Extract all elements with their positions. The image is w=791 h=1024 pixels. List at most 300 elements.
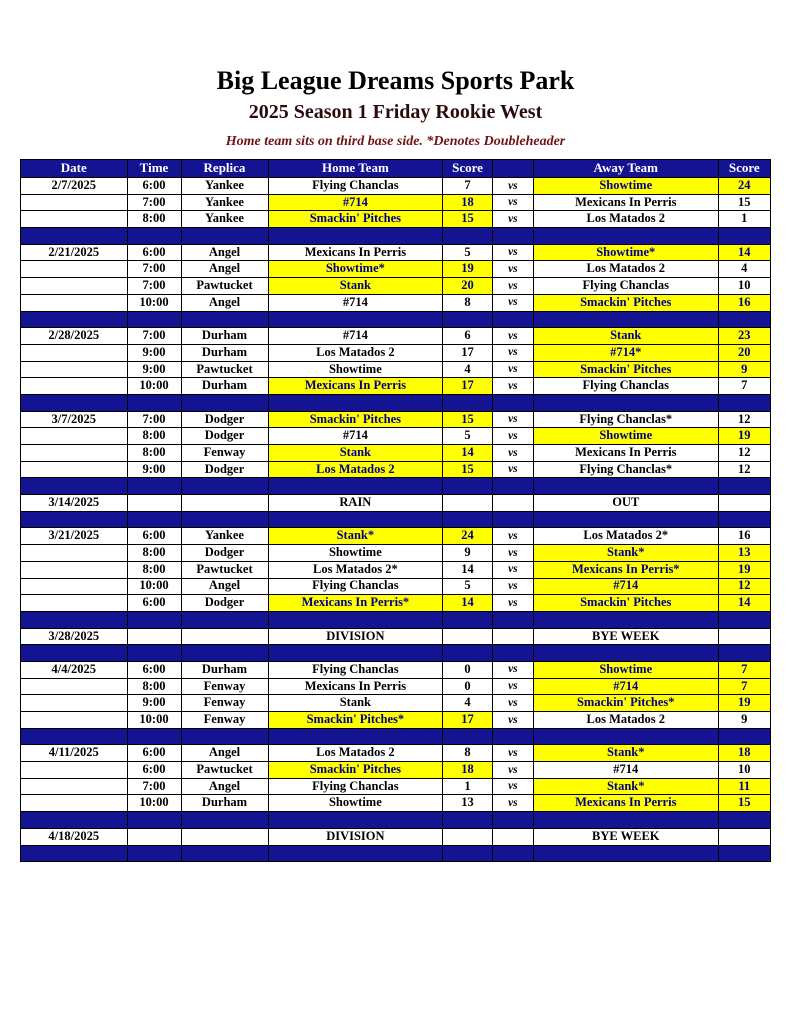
time-cell: 6:00 <box>127 528 181 545</box>
vs-cell <box>492 495 533 512</box>
separator-row <box>21 645 771 662</box>
away-team-cell: Showtime <box>534 428 719 445</box>
separator-cell <box>718 394 771 411</box>
separator-cell <box>21 812 128 829</box>
separator-row <box>21 845 771 862</box>
away-team-cell: Showtime <box>534 178 719 195</box>
away-score-cell: 1 <box>718 211 771 228</box>
away-score-cell: 11 <box>718 778 771 795</box>
game-row <box>21 578 771 595</box>
home-score-cell: 13 <box>443 795 493 812</box>
away-team-cell: Smackin' Pitches* <box>534 695 719 712</box>
away-team-cell: Flying Chanclas <box>534 278 719 295</box>
home-score-cell: 5 <box>443 428 493 445</box>
separator-cell <box>268 845 443 862</box>
game-row <box>21 378 771 395</box>
home-score-cell: 5 <box>443 578 493 595</box>
vs-cell <box>492 628 533 645</box>
home-score-cell: 4 <box>443 695 493 712</box>
date-cell: 3/28/2025 <box>21 628 128 645</box>
home-score-cell: 17 <box>443 344 493 361</box>
replica-cell: Yankee <box>181 194 268 211</box>
date-cell: 4/18/2025 <box>21 828 128 845</box>
date-cell <box>21 595 128 612</box>
separator-cell <box>534 228 719 245</box>
vs-cell: vs <box>492 678 533 695</box>
time-cell <box>127 628 181 645</box>
time-cell: 8:00 <box>127 545 181 562</box>
special-home-cell: DIVISION <box>268 628 443 645</box>
home-team-cell: Smackin' Pitches <box>268 211 443 228</box>
away-team-cell: #714 <box>534 578 719 595</box>
away-score-cell: 9 <box>718 712 771 729</box>
home-score-cell <box>443 828 493 845</box>
date-cell: 4/4/2025 <box>21 661 128 678</box>
replica-cell: Fenway <box>181 712 268 729</box>
special-row <box>21 628 771 645</box>
separator-cell <box>268 812 443 829</box>
separator-cell <box>181 611 268 628</box>
game-row <box>21 461 771 478</box>
separator-cell <box>443 394 493 411</box>
game-row <box>21 428 771 445</box>
home-score-cell: 18 <box>443 762 493 779</box>
separator-cell <box>534 311 719 328</box>
away-score-cell: 16 <box>718 528 771 545</box>
date-cell: 4/11/2025 <box>21 745 128 762</box>
separator-cell <box>127 845 181 862</box>
game-row <box>21 695 771 712</box>
vs-cell: vs <box>492 778 533 795</box>
vs-cell: vs <box>492 595 533 612</box>
away-team-cell: Showtime* <box>534 244 719 261</box>
separator-cell <box>181 311 268 328</box>
separator-cell <box>21 311 128 328</box>
away-team-cell: Flying Chanclas* <box>534 461 719 478</box>
home-team-cell: #714 <box>268 428 443 445</box>
separator-cell <box>181 511 268 528</box>
date-cell <box>21 795 128 812</box>
separator-cell <box>534 511 719 528</box>
separator-cell <box>127 812 181 829</box>
game-row <box>21 278 771 295</box>
date-cell: 3/14/2025 <box>21 495 128 512</box>
replica-cell: Dodger <box>181 411 268 428</box>
away-team-cell: Smackin' Pitches <box>534 595 719 612</box>
home-team-cell: Stank <box>268 278 443 295</box>
separator-row <box>21 311 771 328</box>
vs-cell: vs <box>492 294 533 311</box>
separator-cell <box>21 228 128 245</box>
separator-cell <box>718 611 771 628</box>
separator-cell <box>443 845 493 862</box>
replica-cell: Durham <box>181 795 268 812</box>
replica-cell: Yankee <box>181 211 268 228</box>
date-cell <box>21 294 128 311</box>
home-team-cell: Flying Chanclas <box>268 778 443 795</box>
separator-cell <box>443 611 493 628</box>
time-cell: 10:00 <box>127 712 181 729</box>
away-team-cell: #714* <box>534 344 719 361</box>
separator-cell <box>268 311 443 328</box>
away-team-cell: Stank* <box>534 745 719 762</box>
home-team-cell: Mexicans In Perris <box>268 678 443 695</box>
separator-cell <box>181 478 268 495</box>
separator-cell <box>181 812 268 829</box>
separator-cell <box>127 394 181 411</box>
home-score-cell: 14 <box>443 561 493 578</box>
home-score-cell: 24 <box>443 528 493 545</box>
replica-cell: Fenway <box>181 445 268 462</box>
vs-cell: vs <box>492 461 533 478</box>
column-header-replica: Replica <box>181 160 268 178</box>
vs-cell <box>492 828 533 845</box>
vs-cell: vs <box>492 261 533 278</box>
separator-cell <box>492 511 533 528</box>
away-score-cell: 19 <box>718 428 771 445</box>
separator-cell <box>492 645 533 662</box>
time-cell: 7:00 <box>127 778 181 795</box>
time-cell: 10:00 <box>127 378 181 395</box>
away-team-cell: #714 <box>534 762 719 779</box>
separator-cell <box>534 394 719 411</box>
game-row <box>21 411 771 428</box>
game-row <box>21 344 771 361</box>
date-cell <box>21 778 128 795</box>
away-team-cell: Mexicans In Perris <box>534 445 719 462</box>
away-score-cell: 24 <box>718 178 771 195</box>
replica-cell: Durham <box>181 344 268 361</box>
replica-cell: Dodger <box>181 461 268 478</box>
replica-cell <box>181 828 268 845</box>
column-header-vs <box>492 160 533 178</box>
separator-cell <box>443 812 493 829</box>
game-row <box>21 178 771 195</box>
schedule-table-body <box>21 178 771 862</box>
vs-cell: vs <box>492 561 533 578</box>
time-cell: 8:00 <box>127 445 181 462</box>
schedule-table-head <box>21 160 771 178</box>
separator-cell <box>492 845 533 862</box>
replica-cell <box>181 495 268 512</box>
separator-cell <box>492 394 533 411</box>
time-cell: 8:00 <box>127 678 181 695</box>
away-team-cell: Stank <box>534 328 719 345</box>
date-cell <box>21 344 128 361</box>
separator-cell <box>534 645 719 662</box>
separator-cell <box>443 645 493 662</box>
separator-row <box>21 228 771 245</box>
separator-cell <box>492 478 533 495</box>
home-team-cell: Los Matados 2 <box>268 461 443 478</box>
time-cell: 7:00 <box>127 261 181 278</box>
home-score-cell: 17 <box>443 378 493 395</box>
time-cell: 6:00 <box>127 745 181 762</box>
time-cell: 6:00 <box>127 762 181 779</box>
home-score-cell: 19 <box>443 261 493 278</box>
game-row <box>21 545 771 562</box>
game-row <box>21 762 771 779</box>
time-cell: 9:00 <box>127 695 181 712</box>
vs-cell: vs <box>492 795 533 812</box>
separator-cell <box>492 228 533 245</box>
time-cell: 7:00 <box>127 328 181 345</box>
date-cell <box>21 278 128 295</box>
home-score-cell: 5 <box>443 244 493 261</box>
replica-cell: Angel <box>181 778 268 795</box>
away-team-cell: Mexicans In Perris <box>534 194 719 211</box>
vs-cell: vs <box>492 194 533 211</box>
away-team-cell: Los Matados 2 <box>534 712 719 729</box>
home-team-cell: Los Matados 2* <box>268 561 443 578</box>
separator-cell <box>21 511 128 528</box>
home-score-cell: 0 <box>443 661 493 678</box>
replica-cell: Pawtucket <box>181 361 268 378</box>
home-team-cell: Los Matados 2 <box>268 745 443 762</box>
away-score-cell: 13 <box>718 545 771 562</box>
away-score-cell: 14 <box>718 595 771 612</box>
vs-cell: vs <box>492 528 533 545</box>
home-team-cell: Smackin' Pitches* <box>268 712 443 729</box>
game-row <box>21 261 771 278</box>
page-note: Home team sits on third base side. *Denotes Doubleheader <box>225 134 566 149</box>
away-score-cell: 15 <box>718 795 771 812</box>
time-cell: 6:00 <box>127 595 181 612</box>
vs-cell: vs <box>492 695 533 712</box>
home-team-cell: Flying Chanclas <box>268 578 443 595</box>
header-row <box>21 160 771 178</box>
separator-cell <box>534 478 719 495</box>
away-team-cell: Flying Chanclas* <box>534 411 719 428</box>
game-row <box>21 595 771 612</box>
separator-cell <box>268 645 443 662</box>
time-cell: 9:00 <box>127 361 181 378</box>
date-cell <box>21 445 128 462</box>
away-team-cell: Smackin' Pitches <box>534 294 719 311</box>
away-score-cell: 20 <box>718 344 771 361</box>
vs-cell: vs <box>492 328 533 345</box>
date-cell <box>21 762 128 779</box>
away-score-cell <box>718 828 771 845</box>
separator-cell <box>21 845 128 862</box>
home-score-cell: 6 <box>443 328 493 345</box>
vs-cell: vs <box>492 278 533 295</box>
date-cell <box>21 428 128 445</box>
date-cell <box>21 194 128 211</box>
home-score-cell: 17 <box>443 712 493 729</box>
date-cell <box>21 211 128 228</box>
separator-cell <box>268 394 443 411</box>
away-score-cell: 12 <box>718 411 771 428</box>
away-score-cell: 10 <box>718 762 771 779</box>
replica-cell: Pawtucket <box>181 762 268 779</box>
replica-cell <box>181 628 268 645</box>
separator-cell <box>268 611 443 628</box>
date-cell: 2/21/2025 <box>21 244 128 261</box>
special-away-cell: BYE WEEK <box>534 828 719 845</box>
game-row <box>21 445 771 462</box>
away-team-cell: Mexicans In Perris* <box>534 561 719 578</box>
separator-cell <box>181 394 268 411</box>
date-cell <box>21 461 128 478</box>
page-subtitle: 2025 Season 1 Friday Rookie West <box>248 101 543 123</box>
away-team-cell: #714 <box>534 678 719 695</box>
vs-cell: vs <box>492 378 533 395</box>
replica-cell: Yankee <box>181 528 268 545</box>
time-cell: 10:00 <box>127 294 181 311</box>
home-score-cell: 15 <box>443 211 493 228</box>
home-score-cell: 8 <box>443 745 493 762</box>
home-score-cell: 15 <box>443 411 493 428</box>
separator-cell <box>718 311 771 328</box>
separator-cell <box>443 511 493 528</box>
separator-row <box>21 511 771 528</box>
time-cell: 7:00 <box>127 411 181 428</box>
vs-cell: vs <box>492 244 533 261</box>
replica-cell: Pawtucket <box>181 278 268 295</box>
replica-cell: Dodger <box>181 545 268 562</box>
home-team-cell: Stank <box>268 695 443 712</box>
time-cell: 6:00 <box>127 244 181 261</box>
separator-cell <box>443 228 493 245</box>
home-score-cell: 15 <box>443 461 493 478</box>
away-score-cell <box>718 628 771 645</box>
separator-cell <box>181 728 268 745</box>
separator-cell <box>127 645 181 662</box>
separator-cell <box>21 611 128 628</box>
separator-cell <box>127 228 181 245</box>
date-cell <box>21 678 128 695</box>
home-score-cell: 4 <box>443 361 493 378</box>
game-row <box>21 712 771 729</box>
home-team-cell: Mexicans In Perris* <box>268 595 443 612</box>
separator-cell <box>127 728 181 745</box>
away-score-cell <box>718 495 771 512</box>
home-score-cell <box>443 495 493 512</box>
home-score-cell: 14 <box>443 445 493 462</box>
home-team-cell: Smackin' Pitches <box>268 411 443 428</box>
home-team-cell: Showtime* <box>268 261 443 278</box>
date-cell: 2/28/2025 <box>21 328 128 345</box>
away-team-cell: Showtime <box>534 661 719 678</box>
separator-cell <box>21 478 128 495</box>
separator-row <box>21 812 771 829</box>
home-team-cell: Los Matados 2 <box>268 344 443 361</box>
home-team-cell: Smackin' Pitches <box>268 762 443 779</box>
game-row <box>21 328 771 345</box>
separator-cell <box>718 845 771 862</box>
date-cell <box>21 578 128 595</box>
game-row <box>21 211 771 228</box>
away-score-cell: 16 <box>718 294 771 311</box>
page-title: Big League Dreams Sports Park <box>216 66 575 95</box>
separator-cell <box>534 812 719 829</box>
game-row <box>21 194 771 211</box>
separator-cell <box>492 611 533 628</box>
game-row <box>21 678 771 695</box>
time-cell: 8:00 <box>127 428 181 445</box>
replica-cell: Durham <box>181 661 268 678</box>
separator-cell <box>492 812 533 829</box>
special-away-cell: BYE WEEK <box>534 628 719 645</box>
vs-cell: vs <box>492 712 533 729</box>
replica-cell: Durham <box>181 378 268 395</box>
away-score-cell: 12 <box>718 578 771 595</box>
separator-cell <box>443 728 493 745</box>
away-team-cell: Los Matados 2* <box>534 528 719 545</box>
home-score-cell: 14 <box>443 595 493 612</box>
replica-cell: Fenway <box>181 695 268 712</box>
time-cell: 9:00 <box>127 461 181 478</box>
time-cell: 10:00 <box>127 578 181 595</box>
separator-cell <box>718 511 771 528</box>
vs-cell: vs <box>492 211 533 228</box>
separator-cell <box>268 511 443 528</box>
replica-cell: Dodger <box>181 595 268 612</box>
separator-cell <box>718 812 771 829</box>
separator-cell <box>21 728 128 745</box>
time-cell: 9:00 <box>127 344 181 361</box>
special-away-cell: OUT <box>534 495 719 512</box>
home-team-cell: #714 <box>268 294 443 311</box>
vs-cell: vs <box>492 178 533 195</box>
column-header-score: Score <box>718 160 771 178</box>
separator-row <box>21 478 771 495</box>
separator-cell <box>268 728 443 745</box>
separator-cell <box>534 728 719 745</box>
date-cell <box>21 361 128 378</box>
date-cell: 2/7/2025 <box>21 178 128 195</box>
replica-cell: Yankee <box>181 178 268 195</box>
separator-cell <box>268 228 443 245</box>
separator-cell <box>718 478 771 495</box>
home-team-cell: Showtime <box>268 545 443 562</box>
home-score-cell: 8 <box>443 294 493 311</box>
home-team-cell: Showtime <box>268 795 443 812</box>
separator-cell <box>718 728 771 745</box>
home-team-cell: Mexicans In Perris <box>268 378 443 395</box>
time-cell: 8:00 <box>127 561 181 578</box>
vs-cell: vs <box>492 344 533 361</box>
vs-cell: vs <box>492 762 533 779</box>
away-score-cell: 7 <box>718 661 771 678</box>
home-score-cell: 20 <box>443 278 493 295</box>
date-cell: 3/21/2025 <box>21 528 128 545</box>
column-header-home-team: Home Team <box>268 160 443 178</box>
separator-cell <box>718 228 771 245</box>
away-team-cell: Stank* <box>534 545 719 562</box>
away-team-cell: Flying Chanclas <box>534 378 719 395</box>
time-cell: 7:00 <box>127 194 181 211</box>
vs-cell: vs <box>492 545 533 562</box>
away-score-cell: 10 <box>718 278 771 295</box>
date-cell <box>21 561 128 578</box>
vs-cell: vs <box>492 745 533 762</box>
vs-cell: vs <box>492 445 533 462</box>
separator-cell <box>127 311 181 328</box>
replica-cell: Angel <box>181 745 268 762</box>
date-cell <box>21 261 128 278</box>
game-row <box>21 661 771 678</box>
column-header-time: Time <box>127 160 181 178</box>
home-team-cell: #714 <box>268 328 443 345</box>
separator-cell <box>718 645 771 662</box>
away-team-cell: Los Matados 2 <box>534 261 719 278</box>
away-score-cell: 7 <box>718 378 771 395</box>
home-team-cell: Mexicans In Perris <box>268 244 443 261</box>
game-row <box>21 294 771 311</box>
column-header-away-team: Away Team <box>534 160 719 178</box>
